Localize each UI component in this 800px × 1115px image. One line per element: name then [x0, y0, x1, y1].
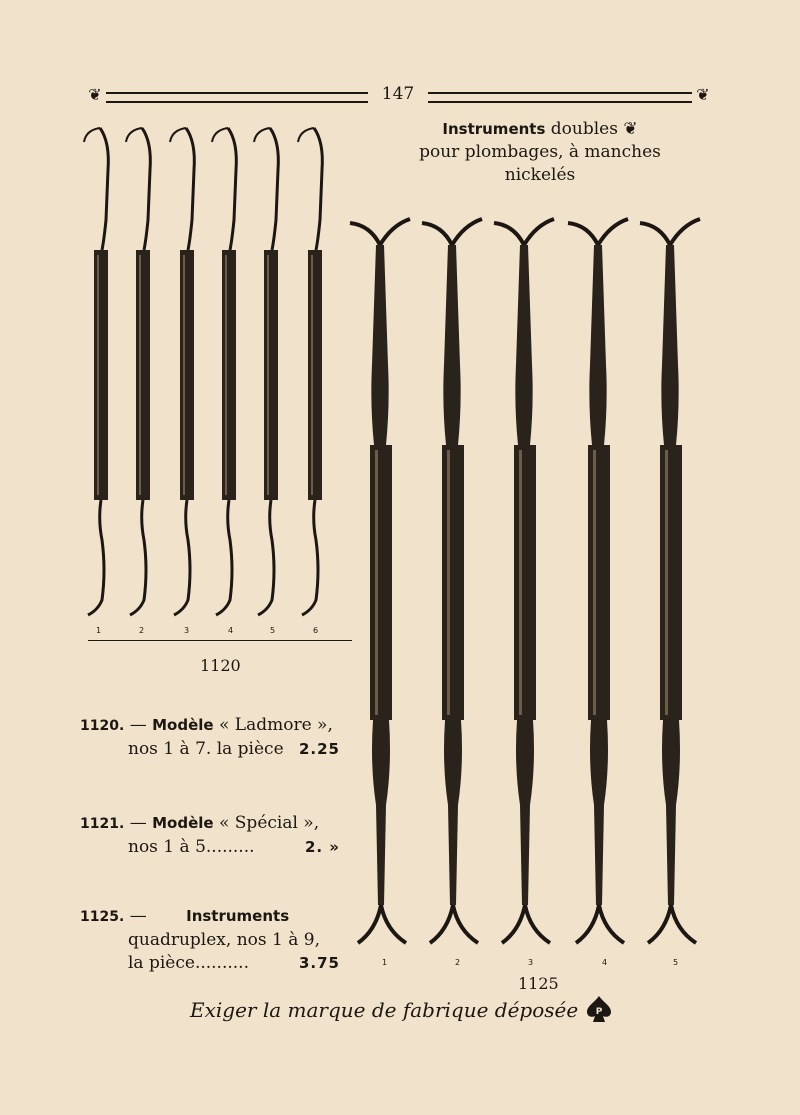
entry-unit: la pièce	[216, 739, 284, 759]
small-number: 3	[184, 626, 190, 635]
entry-range: nos 1 à 7.	[128, 739, 212, 759]
entry-model-word: Modèle	[152, 814, 214, 832]
entry-model-word: Instruments	[186, 907, 290, 925]
small-number: 4	[228, 626, 234, 635]
entry-dash: —	[129, 906, 147, 926]
caption-line2: pour plombages, à manches	[419, 142, 661, 162]
entry-name: « Spécial »,	[218, 813, 320, 833]
entry-model-word: Modèle	[152, 716, 214, 734]
small-number: 2	[139, 626, 145, 635]
caption-line3: nickelés	[504, 165, 576, 185]
header-rule-left	[106, 92, 368, 103]
large-number: 3	[528, 958, 534, 967]
entry-name: « Ladmore »,	[218, 715, 333, 735]
catalog-entry-1120	[80, 714, 340, 761]
entry-number: 1125.	[80, 909, 125, 925]
entry-number: 1121.	[80, 816, 125, 832]
catalog-entry-1121	[80, 812, 340, 859]
caption-bold: Instruments	[442, 120, 546, 138]
entry-range: nos 1 à 5.........	[128, 837, 255, 857]
caption-line1: doubles	[550, 119, 618, 139]
ornament-left-icon: ❦	[88, 85, 102, 104]
entry-dash: —	[129, 715, 147, 735]
entry-number: 1120.	[80, 718, 125, 734]
spade-mark-icon	[586, 995, 612, 1023]
large-number: 2	[455, 958, 461, 967]
large-number: 4	[602, 958, 608, 967]
footer-trademark-notice: Exiger la marque de fabrique déposée	[190, 998, 579, 1022]
large-number: 1	[382, 958, 388, 967]
small-figure-label: 1120	[200, 656, 241, 675]
small-number: 5	[270, 626, 276, 635]
entry-price: 3.75	[298, 954, 340, 972]
catalog-entry-1125	[80, 905, 340, 975]
entry-line3: la pièce..........	[128, 953, 249, 973]
large-number: 5	[673, 958, 679, 967]
ornament-caption-icon: ❦	[623, 119, 638, 139]
entry-dash: —	[129, 813, 147, 833]
entry-price: 2. »	[304, 838, 340, 856]
figure-caption	[395, 118, 685, 187]
entry-price: 2.25	[298, 740, 340, 758]
header-rule-right	[428, 92, 692, 103]
spade-mark-letter: P	[595, 1007, 603, 1017]
small-number: 1	[96, 626, 102, 635]
ornament-right-icon: ❦	[696, 85, 710, 104]
large-figure-label: 1125	[518, 974, 559, 993]
figure-rule	[88, 640, 352, 641]
large-instruments-illustration	[340, 205, 720, 965]
page-number: 147	[381, 84, 415, 104]
entry-line2: quadruplex, nos 1 à 9,	[128, 930, 320, 950]
small-instruments-illustration	[80, 120, 370, 630]
small-number: 6	[313, 626, 319, 635]
